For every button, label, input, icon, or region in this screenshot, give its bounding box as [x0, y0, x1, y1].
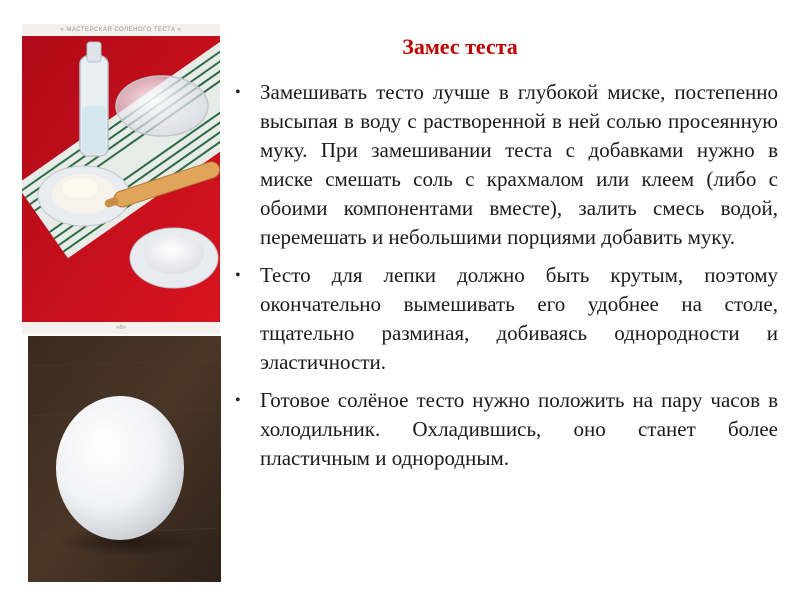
bullet-text: Замешивать тесто лучше в глубокой миске, постепенно высыпая в воду с растворенной в ней солью просеянную муку. При замешивании теста с добавками нужно в миске смешать соль с крахмалом или клеем (либо с обоими компонентами вместе), залить смесь водой, перемешать и небольшими порциями добавить муку. [260, 80, 778, 249]
bullet-text: Тесто для лепки должно быть крутым, поэтому окончательно вымешивать его удобнее на столе, тщательно разминая, добиваясь однородности и эластичности. [260, 263, 778, 374]
bullet-marker: • [235, 84, 241, 101]
dough-ball-illustration [28, 336, 221, 582]
book-page-number: «6» [115, 325, 126, 331]
bullet-text: Готовое солёное тесто нужно положить на пару часов в холодильник. Охладившись, оно станет более пластичным и однородным. [260, 388, 778, 470]
bullet-item [233, 261, 778, 377]
book-page-header: « МАСТЕРСКАЯ СОЛЕНОГО ТЕСТА » [60, 27, 182, 33]
dough-ball-photo [28, 336, 221, 582]
bullet-item [233, 386, 778, 473]
ingredients-photo [22, 24, 220, 334]
bullet-marker: • [235, 267, 241, 284]
bullet-item [233, 78, 778, 252]
ingredients-illustration [22, 36, 220, 322]
slide-title: Замес теста [402, 34, 518, 59]
bullet-marker: • [235, 392, 241, 409]
bullet-list [233, 78, 778, 482]
